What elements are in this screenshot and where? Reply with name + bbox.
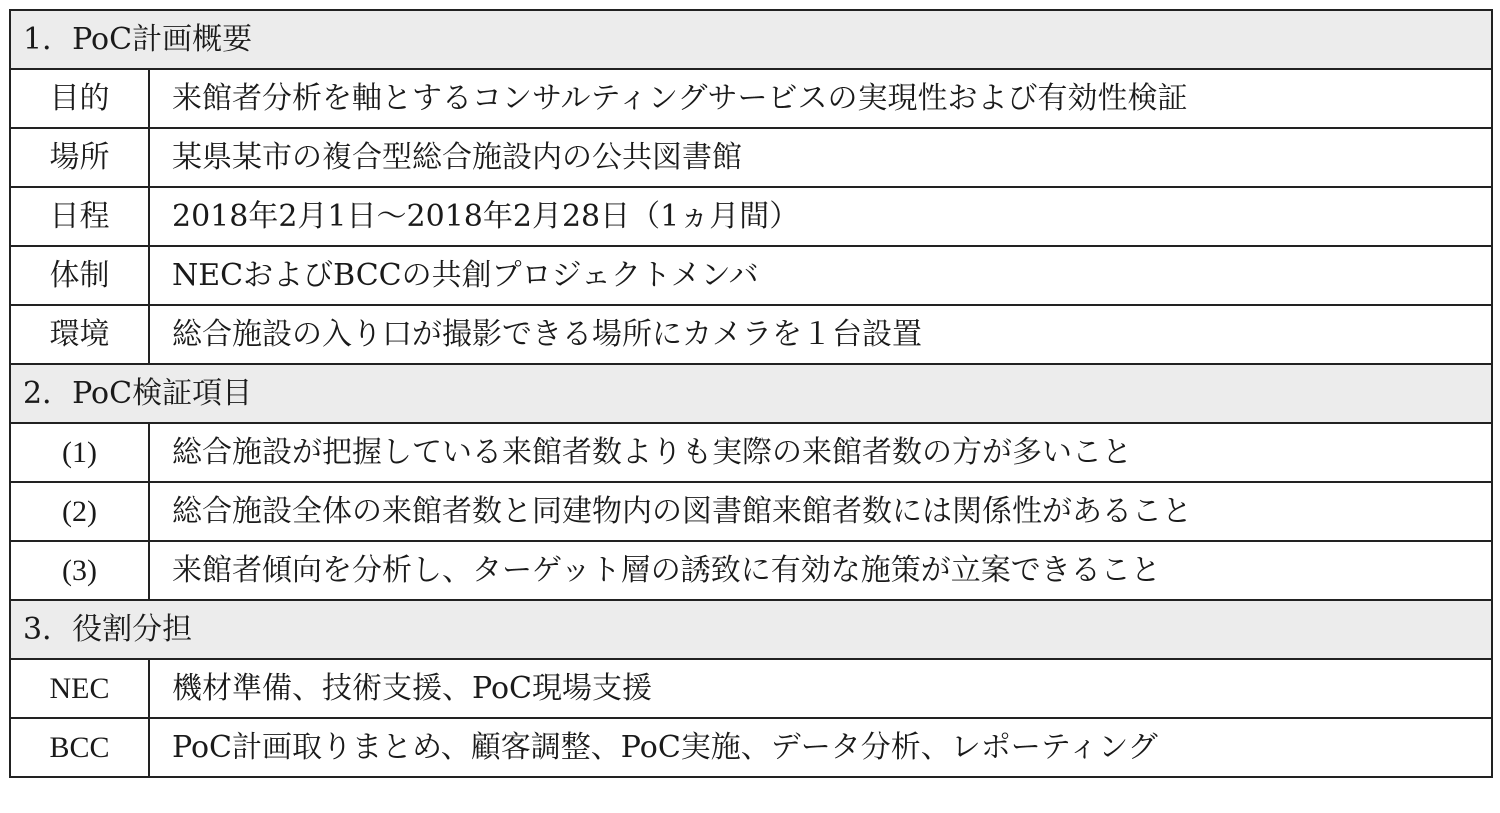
section-header-overview: [10, 10, 1492, 69]
row-label: (2): [10, 482, 149, 541]
row-label: NEC: [10, 659, 149, 718]
row-label: 体制: [10, 246, 149, 305]
poc-plan-table: [9, 9, 1493, 778]
row-value: 来館者分析を軸とするコンサルティングサービスの実現性および有効性検証: [149, 69, 1492, 128]
row-value: PoC計画取りまとめ、顧客調整、PoC実施、データ分析、レポーティング: [149, 718, 1492, 777]
section-header-roles: [10, 600, 1492, 659]
section-header-verification: [10, 364, 1492, 423]
row-value: 某県某市の複合型総合施設内の公共図書館: [149, 128, 1492, 187]
row-label: BCC: [10, 718, 149, 777]
table-row: [10, 659, 1492, 718]
row-label: (3): [10, 541, 149, 600]
row-label: 日程: [10, 187, 149, 246]
table-row: [10, 246, 1492, 305]
row-label: 目的: [10, 69, 149, 128]
row-value: 来館者傾向を分析し、ターゲット層の誘致に有効な施策が立案できること: [149, 541, 1492, 600]
table-row: [10, 541, 1492, 600]
row-value: 総合施設全体の来館者数と同建物内の図書館来館者数には関係性があること: [149, 482, 1492, 541]
section-title: 3．役割分担: [10, 600, 1492, 659]
table-row: [10, 69, 1492, 128]
table-row: [10, 718, 1492, 777]
row-label: 場所: [10, 128, 149, 187]
table-row: [10, 305, 1492, 364]
row-value: 総合施設の入り口が撮影できる場所にカメラを１台設置: [149, 305, 1492, 364]
row-value: NECおよびBCCの共創プロジェクトメンバ: [149, 246, 1492, 305]
table-row: [10, 128, 1492, 187]
section-title: 1．PoC計画概要: [10, 10, 1492, 69]
table-row: [10, 482, 1492, 541]
row-value: 総合施設が把握している来館者数よりも実際の来館者数の方が多いこと: [149, 423, 1492, 482]
row-value: 2018年2月1日～2018年2月28日（1ヵ月間）: [149, 187, 1492, 246]
table-row: [10, 187, 1492, 246]
row-value: 機材準備、技術支援、PoC現場支援: [149, 659, 1492, 718]
row-label: (1): [10, 423, 149, 482]
section-title: 2．PoC検証項目: [10, 364, 1492, 423]
table-row: [10, 423, 1492, 482]
row-label: 環境: [10, 305, 149, 364]
